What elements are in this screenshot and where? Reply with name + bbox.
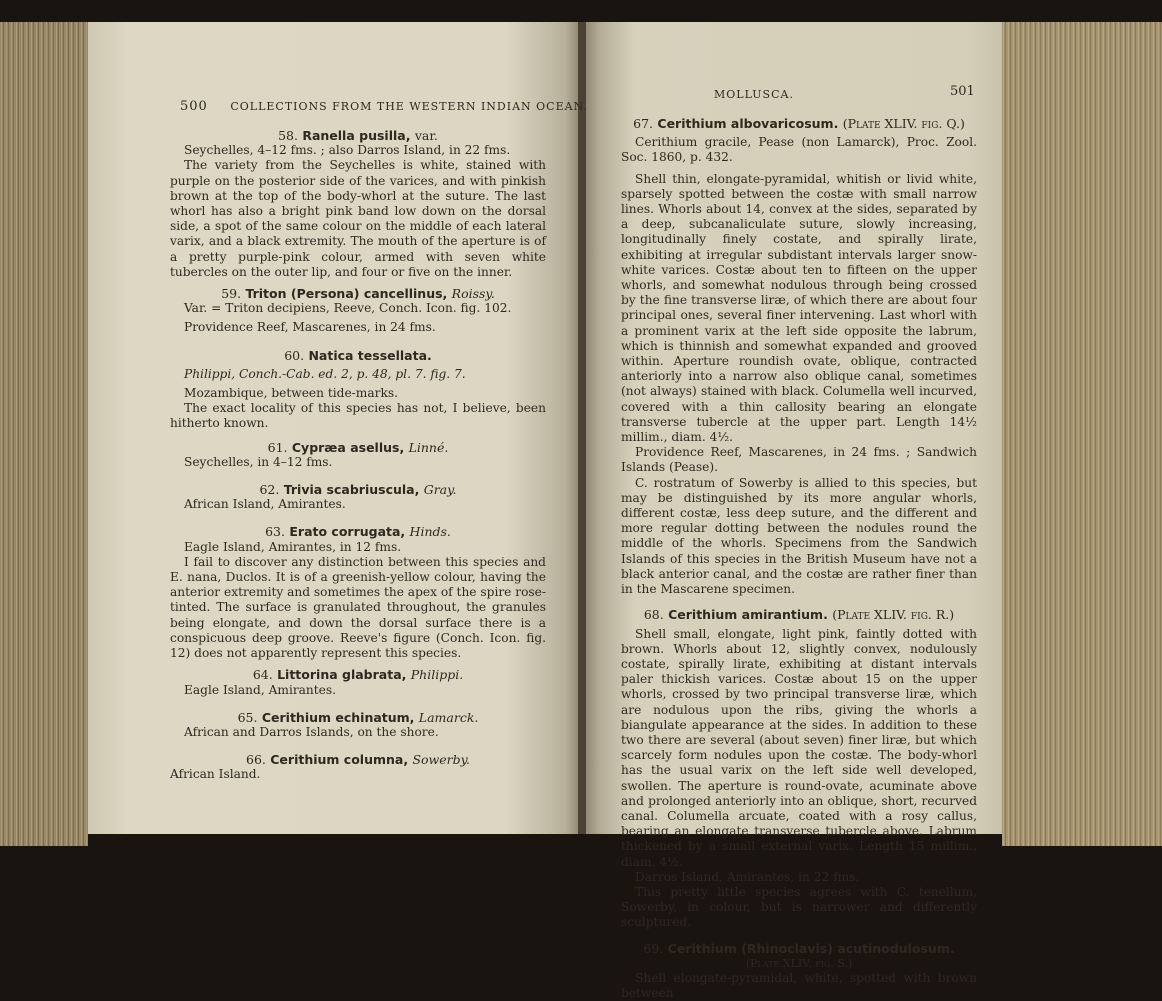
entry-60-title: 60. Natica tessellata. — [284, 347, 432, 363]
entry-64-locality: Eagle Island, Amirantes. — [184, 682, 337, 697]
right-running-head: MOLLUSCA. — [714, 88, 794, 101]
entry-65-title: 65. Cerithium echinatum, Lamarck. — [237, 709, 479, 725]
entry-68-description: Shell small, elongate, light pink, faintly dotted with brown. Whorls about 12, slightly convex, nodulously costate, spirally lirate, exhibiting at distant intervals paler thickish varices. Costæ about 15 on the upper whorls, crossed by two principal transverse liræ, which are nodulous upon the ribs, giving the whorls a biangulate appearance at the sides. In addition to these two there are several (about seven) finer liræ, but which scarcely form nodules upon the costæ. The body-whorl has the usual varix on the left side well developed, swollen. The aperture is round-ovate, acuminate above and prolonged anteriorly into an oblique, short, recurved canal. Columella arcuate, coated with a rosy callus, bearing an elongate transverse tubercle above. Labrum thickened by a small external varix. Length 15 millim., diam. 4½. — [621, 626, 977, 869]
entry-69-title: 69. Cerithium (Rhinoclavis) acutinodulosum. — [643, 940, 955, 956]
right-page-number: 501 — [950, 84, 975, 99]
entry-63-locality: Eagle Island, Amirantes, in 12 fms. — [184, 539, 402, 554]
entry-69-description: Shell elongate-pyramidal, white, spotted with brown between — [621, 970, 977, 1001]
left-head-title: COLLECTIONS FROM THE WESTERN INDIAN OCEAN. — [230, 100, 588, 113]
entry-68-title: 68. Cerithium amirantium. (Plate XLIV. fig. R.) — [643, 607, 955, 623]
entry-69-plate: (Plate XLIV. fig. S.) — [745, 956, 853, 970]
page-edges-right — [1002, 22, 1162, 846]
page-edges-left — [0, 22, 88, 846]
entry-58-locality: Seychelles, 4–12 fms. ; also Darros Island, in 22 fms. — [184, 143, 511, 158]
entry-64-title: 64. Littorina glabrata, Philippi. — [252, 667, 464, 683]
entry-62-locality: African Island, Amirantes. — [184, 497, 346, 512]
entry-65-locality: African and Darros Islands, on the shore. — [184, 724, 439, 739]
entry-67-note: C. rostratum of Sowerby is allied to this species, but may be distinguished by its more angular whorls, different costæ, less deep suture, and the different and more regular dotting between the nodules round the middle of the whorls. Specimens from the Sandwich Islands of this species in the British Museum have not a black anterior canal, and the costæ are rather finer than in the Mascarene specimen. — [621, 475, 977, 597]
entry-60-locality: Mozambique, between tide-marks. — [184, 386, 398, 401]
entry-63-description: I fail to discover any distinction between this species and E. nana, Duclos. It is of a greenish-yellow colour, having the anterior extremity and sometimes the apex of the spire rose-tinted. The surface is granulated throughout, the granules being elongate, and down the dorsal surface there is a conspicuous deep groove. Reeve's figure (Conch. Icon. fig. 12) does not apparently represent this species. — [170, 554, 546, 661]
entry-59-title: 59. Triton (Persona) cancellinus, Roissy. — [221, 286, 495, 302]
entry-59-locality: Providence Reef, Mascarenes, in 24 fms. — [184, 320, 436, 335]
entry-58-title: 58. Ranella pusilla, var. — [278, 128, 438, 143]
entry-62-title: 62. Trivia scabriuscula, Gray. — [259, 482, 457, 498]
entry-67-synonym: Cerithium gracile, Pease (non Lamarck), Proc. Zool. Soc. 1860, p. 432. — [621, 135, 977, 165]
entry-67-locality: Providence Reef, Mascarenes, in 24 fms. ; Sandwich Islands (Pease). — [621, 445, 977, 475]
entry-60-note: The exact locality of this species has not, I believe, been hitherto known. — [170, 401, 546, 431]
entry-68-note: This pretty little species agrees with C. tenellum, Sowerby, in colour, but is narrower and differently sculptured. — [621, 884, 977, 930]
entry-68-locality: Darros Island, Amirantes, in 22 fms. — [635, 869, 860, 884]
entry-60-reference: Philippi, Conch.-Cab. ed. 2, p. 48, pl. 7. fig. 7. — [184, 366, 466, 381]
entry-61-title: 61. Cypræa asellus, Linné. — [267, 439, 449, 455]
entry-66-locality: African Island. — [170, 767, 261, 782]
gutter — [578, 22, 586, 834]
left-column — [170, 128, 546, 783]
entry-59-synonym: Var. = Triton decipiens, Reeve, Conch. Icon. fig. 102. — [184, 301, 512, 316]
right-column — [621, 116, 977, 1001]
entry-67-title: 67. Cerithium albovaricosum. (Plate XLIV. fig. Q.) — [633, 116, 965, 131]
entry-66-title: 66. Cerithium columna, Sowerby. — [246, 752, 470, 768]
entry-61-locality: Seychelles, in 4–12 fms. — [184, 454, 333, 469]
entry-67-description: Shell thin, elongate-pyramidal, whitish or livid white, sparsely spotted between the costæ with small narrow lines. Whorls about 14, convex at the sides, separated by a deep, subcanaliculate suture, slowly increasing, longitudinally finely costate, and spirally lirate, exhibiting at irregular subdistant intervals larger snow-white varices. Costæ about ten to fifteen on the upper whorls, and somewhat nodulous through being crossed by the fine transverse liræ, of which there are about four principal ones, several finer intervening. Last whorl with a prominent varix at the left side opposite the labrum, which is thinnish and somewhat expanded and grooved within. Aperture roundish ovate, oblique, contracted anteriorly into a narrow also oblique canal, sometimes (not always) stained with black. Columella well incurved, covered with a thin callosity bearing an elongate transverse tubercle at the upper part. Length 14½ millim., diam. 4½. — [621, 171, 977, 445]
left-running-head — [180, 99, 588, 114]
entry-58-description: The variety from the Seychelles is white, stained with purple on the posterior side of the varices, and with pinkish brown at the top of the body-whorl at the suture. The last whorl has also a bright pink band low down on the dorsal side, a spot of the same colour on the middle of each lateral varix, and a black extremity. The mouth of the aperture is of a pretty purple-pink colour, armed with seven white tubercles on the outer lip, and four or five on the inner. — [170, 158, 546, 279]
left-page-number: 500 — [180, 99, 208, 114]
entry-63-title: 63. Erato corrugata, Hinds. — [265, 524, 451, 540]
